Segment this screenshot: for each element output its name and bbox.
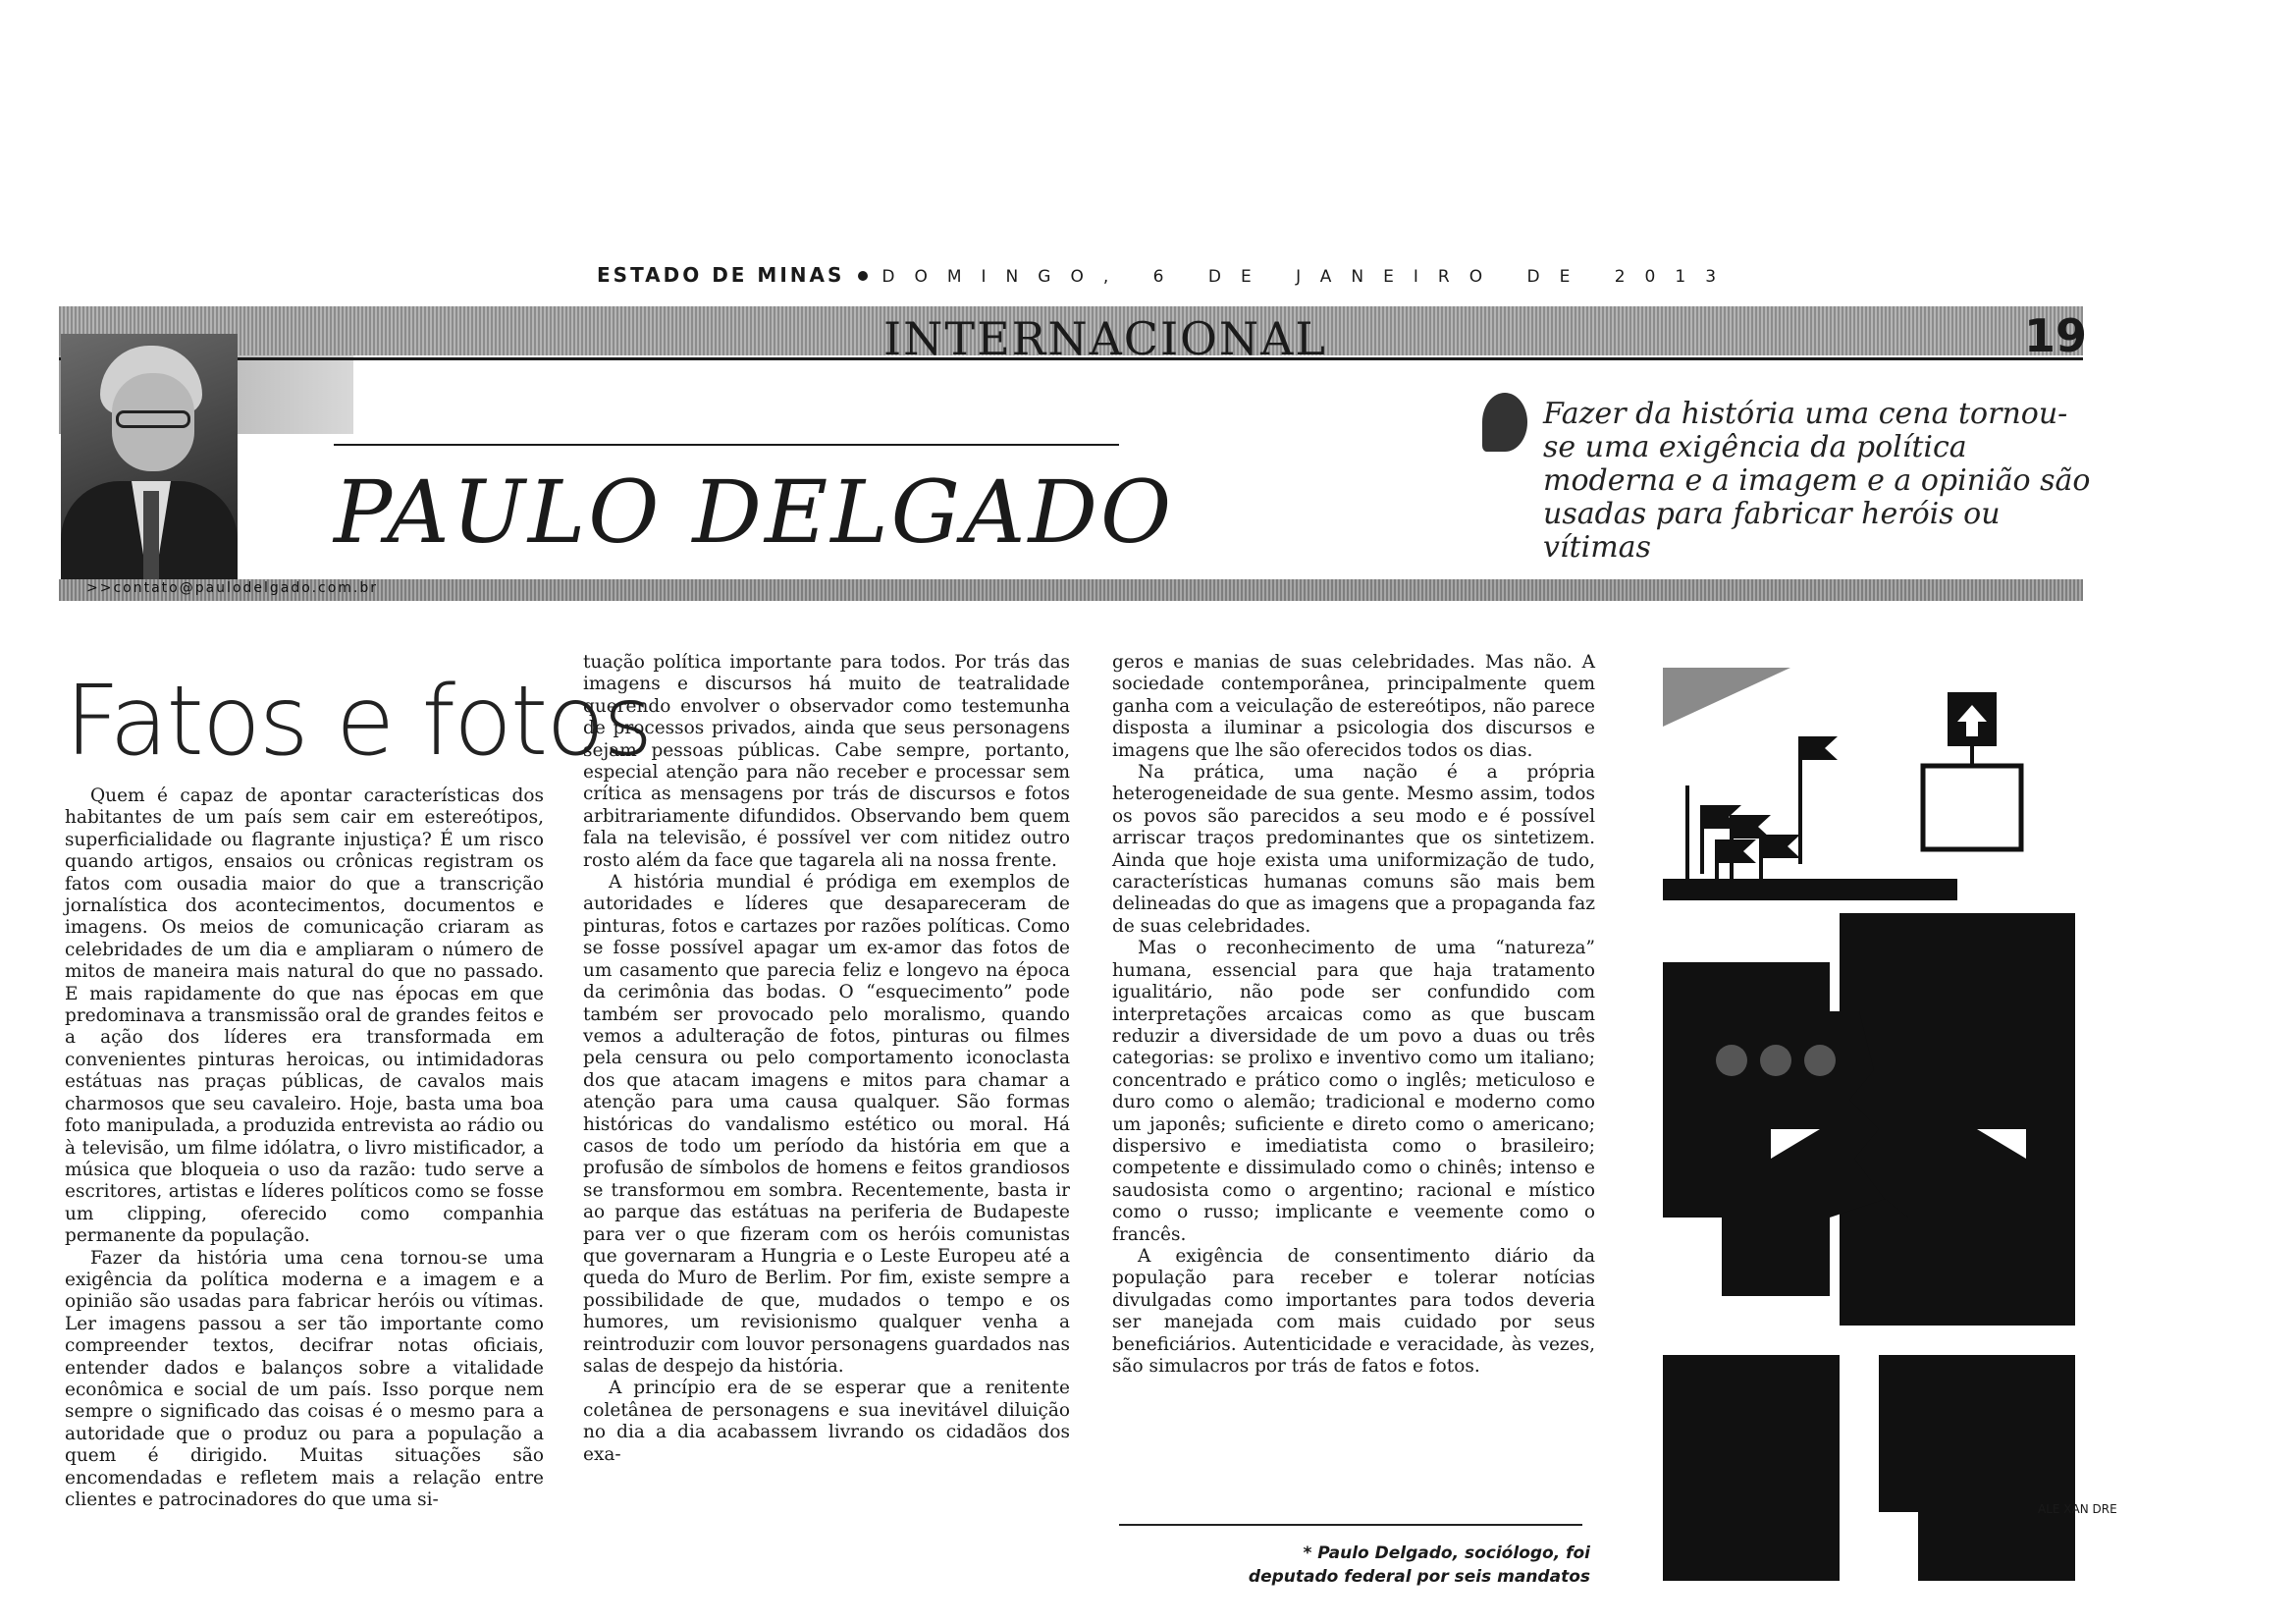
article-column-2 (583, 652, 1070, 1466)
paragraph: A princípio era de se esperar que a renitente coletânea de personagens e sua inevitável diluição no dia a dia acabassem livrando os cidadãos dos exa- (583, 1378, 1070, 1465)
flag-icon (1717, 839, 1756, 863)
newspaper-name: ESTADO DE MINAS (597, 263, 845, 287)
paragraph: tuação política importante para todos. Por trás das imagens e discursos há muito de teatralidade querendo envolver o observador como testemunha de processos privados, ainda que seus personagens sejam pessoas públicas. Cabe sempre, portanto, especial atenção para não receber e processar sem crítica as mensagens por trás de discursos e fotos arbitrariamente difundidos. Observando bem quem fala na televisão, é possível ver com nitidez outro rosto além da face que tagarela ali na nossa frente. (583, 652, 1070, 871)
pullquote: Fazer da história uma cena tornou-se uma exigência da política moderna e a imagem e a opinião são usadas para fabricar heróis ou vítimas (1543, 397, 2091, 565)
author-name: PAULO DELGADO (334, 461, 1175, 563)
illustration-hanging-frame (1923, 766, 2021, 849)
illustration-corner-triangle (1663, 668, 1790, 727)
signature-line: deputado federal por seis mandatos (1248, 1567, 1590, 1587)
author-email[interactable]: >>contato@paulodelgado.com.br (86, 580, 379, 596)
bullet-icon (858, 271, 868, 281)
paragraph: Quem é capaz de apontar características dos habitantes de um país sem cair em estereótipos, superficialidade ou flagrante injustiça? É um risco quando artigos, ensaios ou crônicas registram os fatos com ousadia maior do que a transcrição jornalística dos acontecimentos, documentos e imagens. Os meios de comunicação criaram as celebridades de um dia e ampliaram o número de mitos de maneira mais natural do que no passado. E mais rapidamente do que nas épocas em que predominava a transmissão oral de grandes feitos e a ação dos líderes era transformada em convenientes pinturas heroicas, ou intimidadoras estátuas nas praças públicas, de cavalos mais charmosos que seu cavaleiro. Hoje, basta uma boa foto manipulada, a produzida entrevista ao rádio ou à televisão, um filme idólatra, o livro mistificador, a música que bloqueia o uso da razão: tudo serve a escritores, artistas e líderes políticos como se fosse um clipping, oferecido como companhia permanente da população. (65, 785, 544, 1247)
illustration-platform (1663, 879, 1957, 900)
signature-rule (1119, 1524, 1582, 1526)
issue-date: DOMINGO, 6 DE JANEIRO DE 2013 (881, 267, 1736, 287)
signature-line: * Paulo Delgado, sociólogo, foi (1303, 1543, 1590, 1563)
article-column-3 (1112, 652, 1595, 1378)
paragraph: A exigência de consentimento diário da população para receber e tolerar notícias divulgadas como importantes para todos deveria ser manejada com mais cuidado por seus beneficiários. Autenticidade e veracidade, às vezes, são simulacros por trás de fatos e fotos. (1112, 1245, 1595, 1377)
article-illustration (1663, 668, 2075, 1581)
author-photo (61, 334, 238, 579)
flag-icon (1761, 835, 1800, 858)
paragraph: A história mundial é pródiga em exemplos de autoridades e líderes que desapareceram de pinturas, fotos e cartazes por razões políticas. Como se fosse possível apagar um ex-amor das fotos de um casamento que parecia feliz e longevo na época da cerimônia das bodas. O “esquecimento” pode também ser provocado pelo moralismo, quando vemos a adulteração de fotos, pinturas ou filmes pela censura ou pelo comportamento iconoclasta dos que atacam imagens e mitos para chamar a atenção para uma causa qualquer. São formas históricas do vandalismo estético ou moral. Há casos de todo um período da história em que a profusão de símbolos de homens e feitos grandiosos se transformou em sombra. Recentemente, basta ir ao parque das estátuas na periferia de Budapeste para ver o que fizeram com os heróis comunistas que governaram a Hungria e o Leste Europeu até a queda do Muro de Berlim. Por fim, existe sempre a possibilidade de que, mudados o tempo e os humores, um revisionismo qualquer venha a reintroduzir com louvor personagens guardados nas salas de despejo da história. (583, 872, 1070, 1377)
illustration-base-right (1879, 1355, 2075, 1581)
paragraph: Fazer da história uma cena tornou-se uma exigência da política moderna e a imagem e a opinião são usadas para fabricar heróis ou vítimas. Ler imagens passou a ser tão importante como compreender textos, decifrar notas oficiais, entender dados e balanços sobre a vitalidade econômica e social de um país. Isso porque nem sempre o significado das coisas é o mesmo para a autoridade que o produz ou para a população a quem é dirigido. Muitas situações são encomendadas e refletem mais a relação entre clientes e patrocinadores do que uma si- (65, 1247, 544, 1510)
ellipsis-dot (1804, 1045, 1836, 1076)
paragraph: geros e manias de suas celebridades. Mas não. A sociedade contemporânea, principalmente quem ganha com a veiculação de estereótipos, não parece disposta a iluminar a psicologia dos discursos e imagens que lhe são oferecidos todos os dias. (1112, 652, 1595, 761)
page-number: 19 (2024, 309, 2088, 362)
illustration-credit: ALE XAN DRE (2038, 1502, 2117, 1516)
paragraph: Na prática, uma nação é a própria heterogeneidade de sua gente. Mesmo assim, todos os povos são parecidos a seu modo e é possível arriscar traços predominantes que os sintetizem. Ainda que hoje exista uma uniformização de tudo, características humanas comuns são mais bem delineadas do que as imagens que a propaganda faz de suas celebridades. (1112, 762, 1595, 937)
quote-mark-icon (1482, 393, 1527, 452)
ellipsis-dot (1716, 1045, 1747, 1076)
author-name-rule (334, 444, 1119, 446)
paragraph: Mas o reconhecimento de uma “natureza” humana, essencial para que haja tratamento igualitário, não pode ser confundido com interpretações arcaicas como as que buscam reduzir a diversidade de um povo a duas ou três categorias: se prolixo e inventivo como um italiano; concentrado e prático como o inglês; meticuloso e duro como o alemão; tradicional e moderno como um japonês; suficiente e direto como o americano; dispersivo e imediatista como o brasileiro; competente e dissimulado como o chinês; intenso e saudosista como o argentino; racional e místico como o russo; implicante e veemente como o francês. (1112, 938, 1595, 1245)
ellipsis-dot (1760, 1045, 1791, 1076)
masthead (597, 263, 1735, 287)
flag-icon (1800, 736, 1838, 760)
author-signature (1178, 1542, 1590, 1589)
article-column-1 (65, 785, 544, 1511)
section-title: INTERNACIONAL (883, 312, 1327, 365)
article-headline: Fatos e fotos (65, 666, 652, 778)
